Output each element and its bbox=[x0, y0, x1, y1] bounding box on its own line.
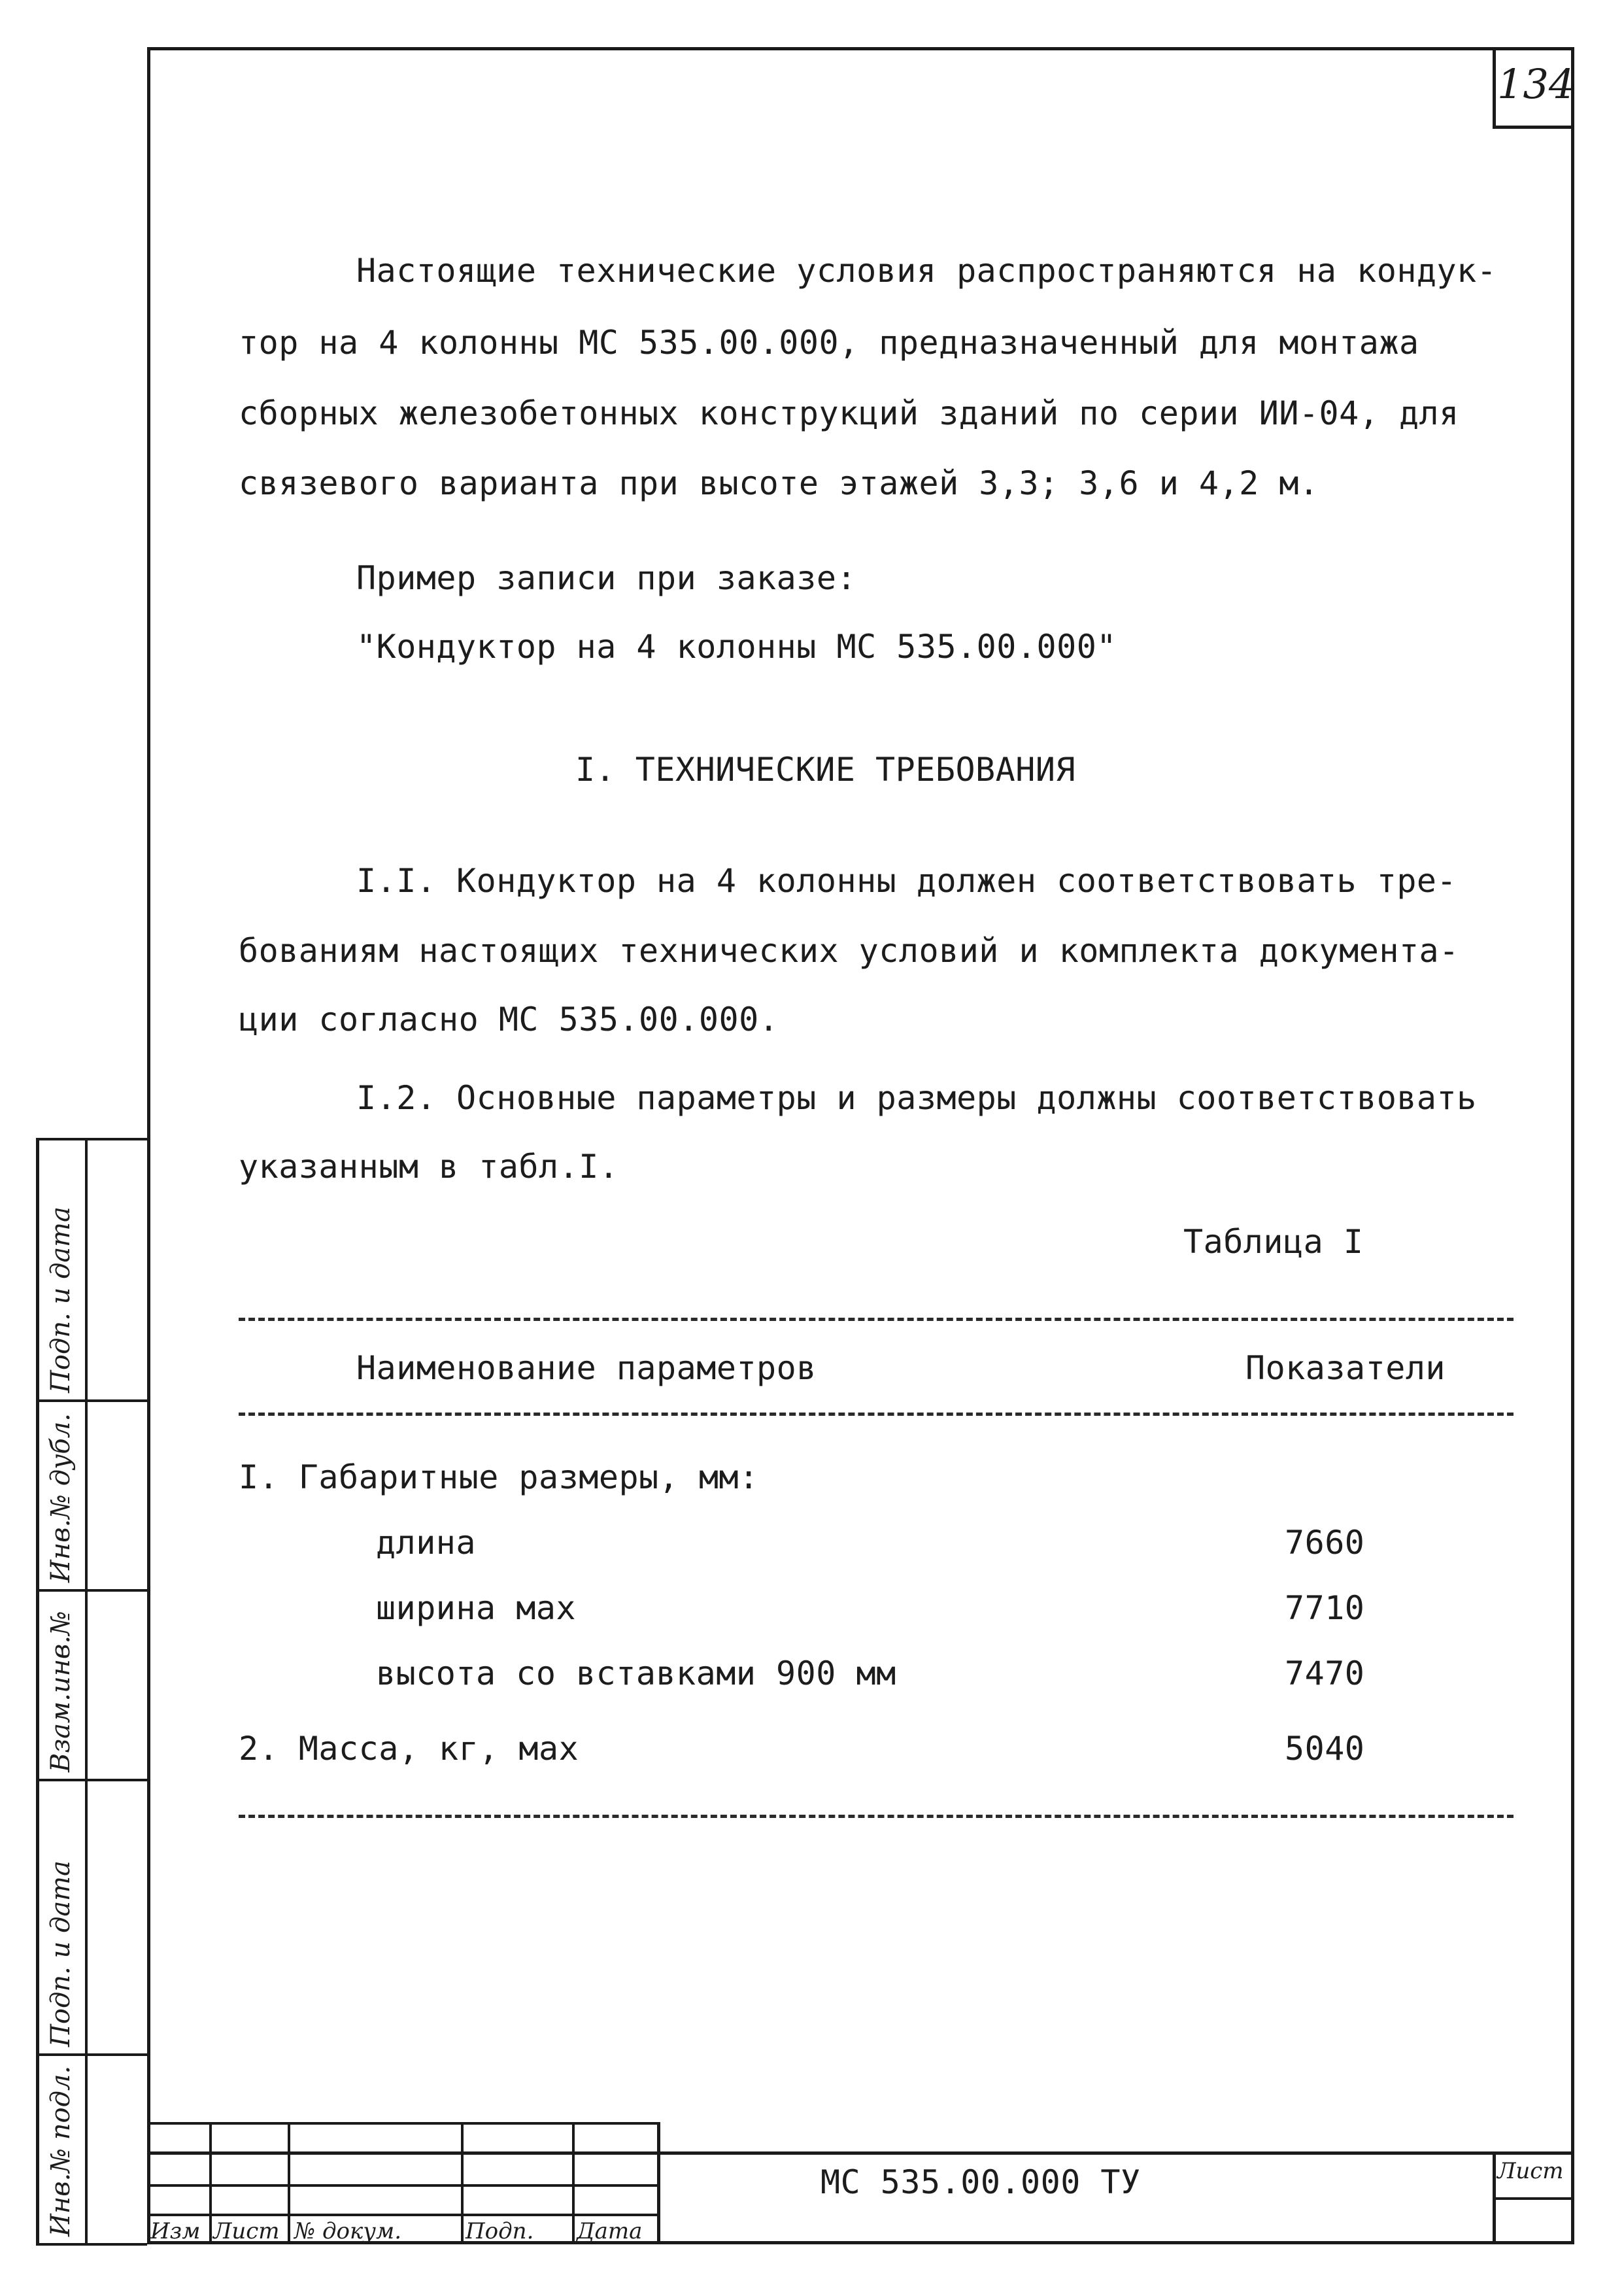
table-row-value: 7470 bbox=[1285, 1654, 1365, 1692]
side-stamp-inv-dup: Инв.№ дубл. bbox=[46, 1413, 76, 1583]
title-block-rule bbox=[147, 2184, 657, 2187]
table-header-name: Наименование параметров bbox=[356, 1349, 817, 1387]
para-1-2-line-1: I.2. Основные параметры и размеры должны соответствовать bbox=[356, 1079, 1477, 1117]
side-stamp-replace-inv: Взам.инв.№ bbox=[46, 1611, 76, 1772]
para-1-1-line-1: I.I. Кондуктор на 4 колонны должен соответствовать тре- bbox=[356, 862, 1457, 900]
table-row-value: 7660 bbox=[1285, 1524, 1365, 1562]
title-block-col bbox=[572, 2122, 575, 2243]
side-stamp-rule bbox=[36, 1779, 147, 1781]
col-label-sign: Подп. bbox=[465, 2218, 534, 2244]
table-row-name: длина bbox=[376, 1524, 477, 1562]
title-block-top bbox=[147, 2151, 1574, 2155]
table-header-rule bbox=[239, 1413, 1514, 1416]
title-block-rule bbox=[147, 2122, 657, 2125]
side-stamp-divider bbox=[85, 1138, 88, 2243]
side-stamp-left-border bbox=[36, 1138, 39, 2243]
sheet-label: Лист bbox=[1497, 2158, 1564, 2184]
side-stamp-sign-date-1: Подп. и дата bbox=[46, 1860, 76, 2047]
table-row-value: 5040 bbox=[1285, 1730, 1365, 1768]
table-row-name: высота со вставками 900 мм bbox=[376, 1654, 896, 1692]
intro-line-3: сборных железобетонных конструкций зданий по серии ИИ-04, для bbox=[239, 394, 1459, 432]
table-row-name: I. Габаритные размеры, мм: bbox=[239, 1458, 759, 1496]
col-label-date: Дата bbox=[577, 2218, 643, 2244]
order-example-label: Пример записи при заказе: bbox=[356, 559, 857, 597]
side-stamp-inv-orig: Инв.№ подл. bbox=[46, 2065, 76, 2236]
page-number: 134 bbox=[1497, 60, 1575, 108]
table-caption: Таблица I bbox=[1183, 1223, 1364, 1261]
col-label-change: Изм bbox=[150, 2218, 201, 2244]
para-1-2-line-2: указанным в табл.I. bbox=[239, 1148, 619, 1186]
col-label-sheet: Лист bbox=[213, 2218, 280, 2244]
page-frame bbox=[147, 47, 1574, 2244]
section-title: I. ТЕХНИЧЕСКИЕ ТРЕБОВАНИЯ bbox=[575, 751, 1076, 789]
document-designation: МС 535.00.000 ТУ bbox=[820, 2163, 1141, 2201]
title-block-rule bbox=[147, 2214, 657, 2216]
table-row-name: 2. Масса, кг, мах bbox=[239, 1730, 579, 1768]
para-1-1-line-3: ции согласно МС 535.00.000. bbox=[239, 1001, 779, 1038]
intro-line-2: тор на 4 колонны МС 535.00.000, предназначенный для монтажа bbox=[239, 324, 1419, 362]
table-row-value: 7710 bbox=[1285, 1589, 1365, 1627]
side-stamp-rule bbox=[36, 1589, 147, 1592]
order-example-value: "Кондуктор на 4 колонны МС 535.00.000" bbox=[356, 628, 1117, 666]
title-block-col bbox=[209, 2122, 212, 2243]
title-block-col bbox=[657, 2122, 660, 2243]
side-stamp-rule bbox=[36, 1399, 147, 1402]
title-block-col bbox=[461, 2122, 464, 2243]
side-stamp-bottom bbox=[36, 2243, 147, 2246]
col-label-doc: № докум. bbox=[294, 2218, 402, 2244]
table-header-value: Показатели bbox=[1245, 1349, 1446, 1387]
table-top-rule bbox=[239, 1318, 1514, 1321]
para-1-1-line-2: бованиям настоящих технических условий и комплекта документа- bbox=[239, 932, 1459, 970]
intro-line-4: связевого варианта при высоте этажей 3,3; 3,6 и 4,2 м. bbox=[239, 464, 1319, 502]
intro-line-1: Настоящие технические условия распространяются на кондук- bbox=[356, 252, 1497, 290]
side-stamp-rule bbox=[36, 2053, 147, 2056]
title-block-col bbox=[288, 2122, 290, 2243]
side-stamp-sign-date-2: Подп. и дата bbox=[46, 1207, 76, 1393]
side-stamp-rule bbox=[36, 1138, 147, 1140]
table-row-name: ширина мах bbox=[376, 1589, 577, 1627]
title-block-rule bbox=[1493, 2197, 1574, 2200]
table-bottom-rule bbox=[239, 1815, 1514, 1818]
